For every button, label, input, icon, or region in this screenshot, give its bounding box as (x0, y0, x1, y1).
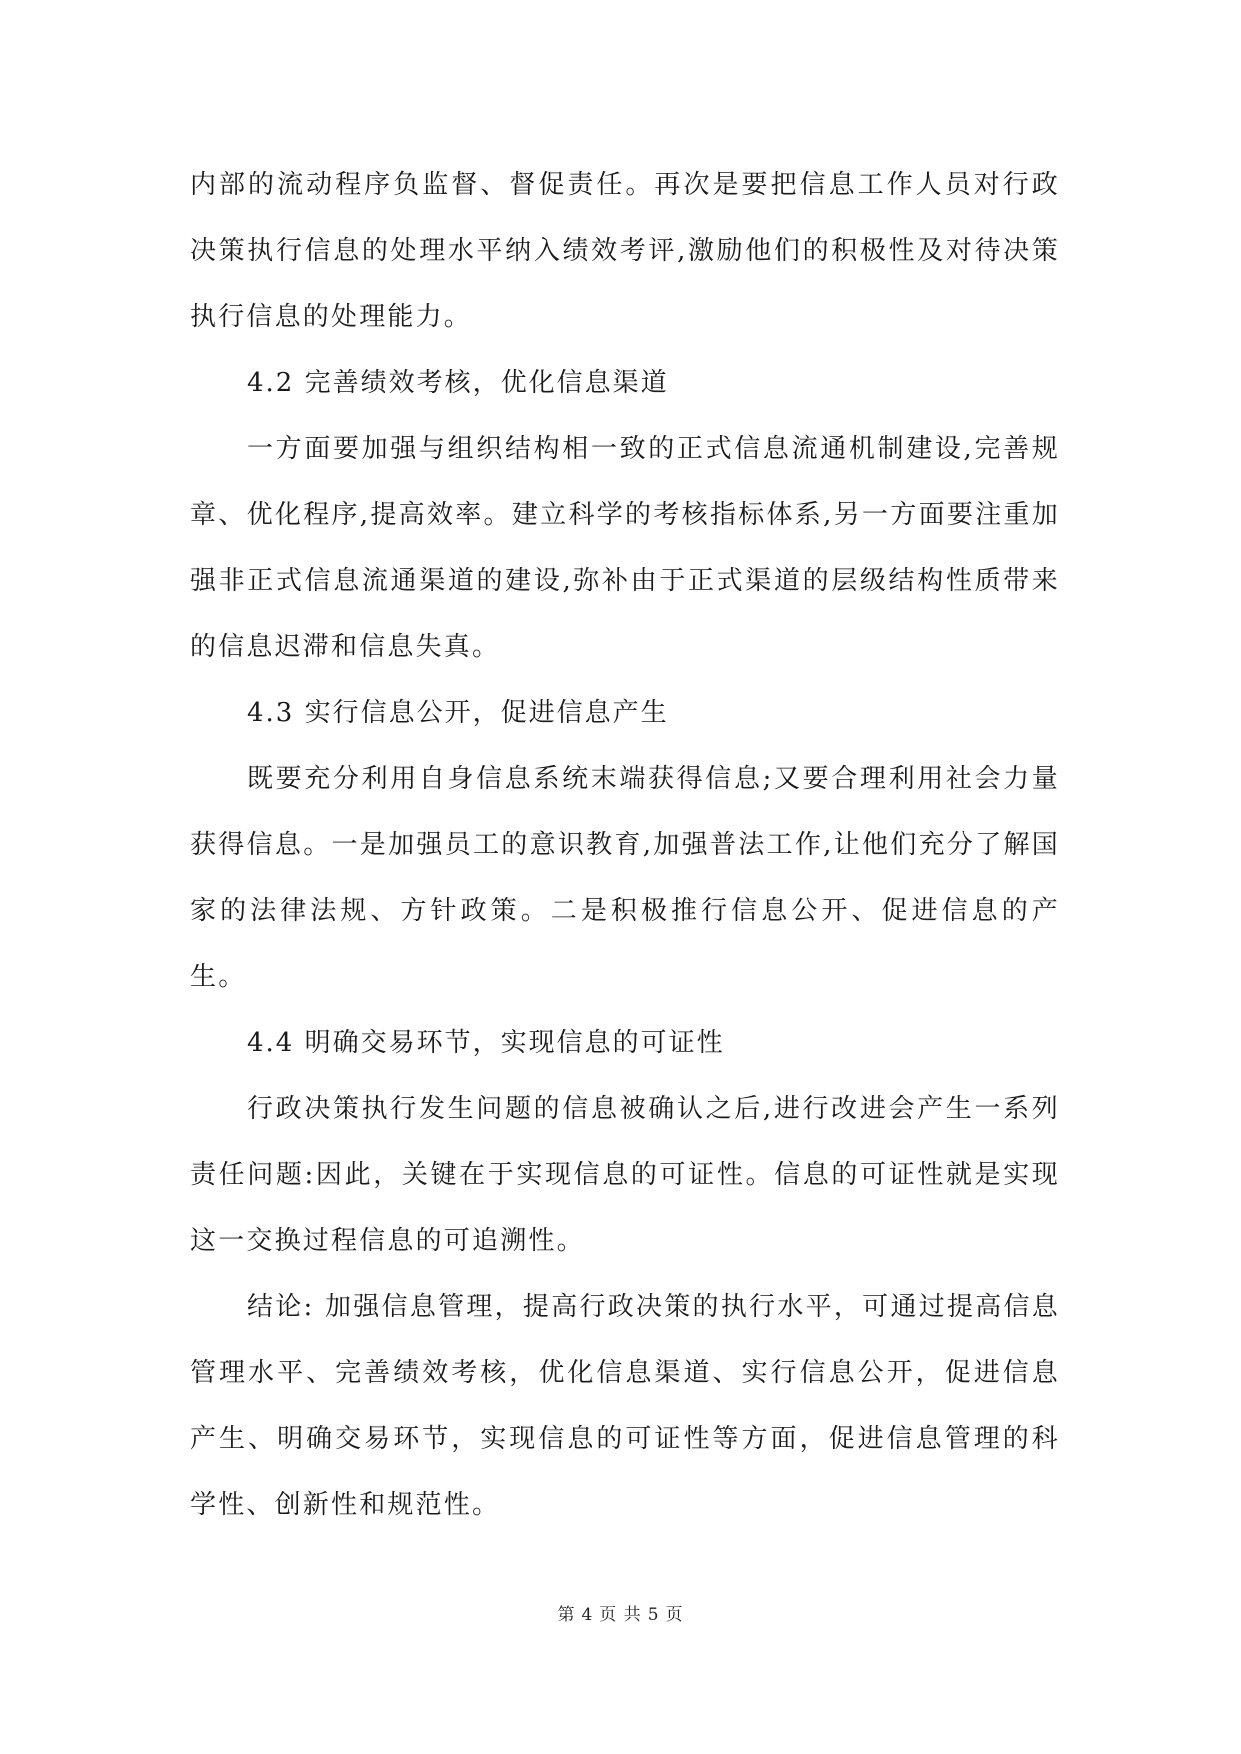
paragraph: 内部的流动程序负监督、督促责任。再次是要把信息工作人员对行政决策执行信息的处理水平纳入绩效考评,激励他们的积极性及对待决策执行信息的处理能力。 (190, 170, 1060, 332)
section-heading: 4.4 明确交易环节，实现信息的可证性 (247, 1028, 725, 1058)
document-body (190, 152, 1060, 1538)
page-number: 4 (581, 1605, 594, 1625)
total-pages: 5 (647, 1605, 660, 1625)
section-heading: 4.3 实行信息公开，促进信息产生 (247, 698, 669, 728)
footer-middle: 页 共 (599, 1605, 642, 1625)
section-heading: 4.2 完善绩效考核，优化信息渠道 (247, 368, 669, 398)
footer-prefix: 第 (557, 1605, 576, 1625)
footer-suffix: 页 (665, 1605, 684, 1625)
paragraph: 一方面要加强与组织结构相一致的正式信息流通机制建设,完善规章、优化程序,提高效率。建立科学的考核指标体系,另一方面要注重加强非正式信息流通渠道的建设,弥补由于正式渠道的层级结构性质带来的信息迟滞和信息失真。 (190, 434, 1060, 662)
conclusion-paragraph: 结论: 加强信息管理，提高行政决策的执行水平，可通过提高信息管理水平、完善绩效考核，优化信息渠道、实行信息公开，促进信息产生、明确交易环节，实现信息的可证性等方面，促进信息管理的科学性、创新性和规范性。 (190, 1292, 1060, 1520)
paragraph: 既要充分利用自身信息系统末端获得信息;又要合理利用社会力量获得信息。一是加强员工的意识教育,加强普法工作,让他们充分了解国家的法律法规、方针政策。二是积极推行信息公开、促进信息的产生。 (190, 764, 1060, 992)
page-footer (0, 1600, 1241, 1625)
paragraph: 行政决策执行发生问题的信息被确认之后,进行改进会产生一系列责任问题:因此，关键在于实现信息的可证性。信息的可证性就是实现这一交换过程信息的可追溯性。 (190, 1094, 1060, 1256)
